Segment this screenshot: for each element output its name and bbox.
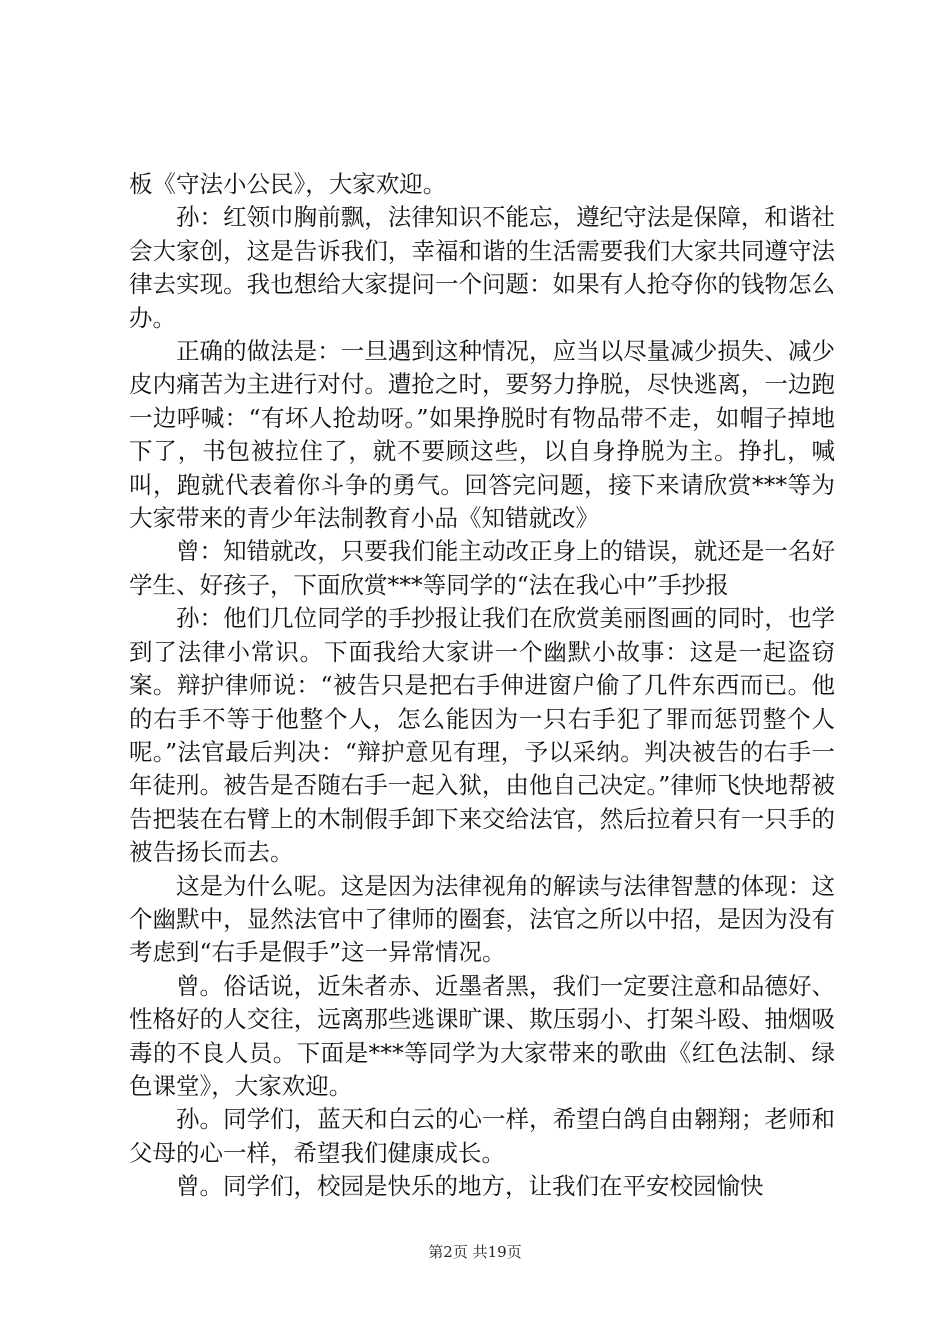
paragraph: 这是为什么呢。这是因为法律视角的解读与法律智慧的体现：这个幽默中，显然法官中了律师的圈套，法官之所以中招，是因为没有考虑到“右手是假手”这一异常情况。	[129, 871, 835, 967]
paragraph: 孙。同学们，蓝天和白云的心一样，希望白鸽自由翱翔；老师和父母的心一样，希望我们健康成长。	[129, 1105, 835, 1167]
paragraph: 正确的做法是：一旦遇到这种情况，应当以尽量减少损失、减少皮内痛苦为主进行对付。遭抢之时，要努力挣脱，尽快逃离，一边跑一边呼喊：“有坏人抢劫呀。”如果挣脱时有物品带不走，如帽子掉地下了，书包被拉住了，就不要顾这些，以自身挣脱为主。挣扎，喊叫，跑就代表着你斗争的勇气。回答完问题，接下来请欣赏***等为大家带来的青少年法制教育小品《知错就改》	[129, 337, 835, 533]
paragraph: 曾。俗话说，近朱者赤、近墨者黑，我们一定要注意和品德好、性格好的人交往，远离那些逃课旷课、欺压弱小、打架斗殴、抽烟吸毒的不良人员。下面是***等同学为大家带来的歌曲《红色法制、绿色课堂》，大家欢迎。	[129, 971, 835, 1100]
paragraph: 曾：知错就改，只要我们能主动改正身上的错误，就还是一名好学生、好孩子，下面欣赏***等同学的“法在我心中”手抄报	[129, 537, 835, 599]
document-body	[129, 168, 835, 1204]
page-number-footer: 第2页 共19页	[428, 1243, 522, 1261]
paragraph: 孙：红领巾胸前飘，法律知识不能忘，遵纪守法是保障，和谐社会大家创，这是告诉我们，幸福和谐的生活需要我们大家共同遵守法律去实现。我也想给大家提问一个问题：如果有人抢夺你的钱物怎么办。	[129, 203, 835, 332]
paragraph: 板《守法小公民》，大家欢迎。	[129, 170, 447, 198]
paragraph: 孙：他们几位同学的手抄报让我们在欣赏美丽图画的同时，也学到了法律小常识。下面我给大家讲一个幽默小故事：这是一起盗窃案。辩护律师说：“被告只是把右手伸进窗户偷了几件东西而已。他的右手不等于他整个人，怎么能因为一只右手犯了罪而惩罚整个人呢。”法官最后判决：“辩护意见有理，予以采纳。判决被告的右手一年徒刑。被告是否随右手一起入狱，由他自己决定。”律师飞快地帮被告把装在右臂上的木制假手卸下来交给法官，然后拉着只有一只手的被告扬长而去。	[129, 604, 835, 867]
paragraph: 曾。同学们，校园是快乐的地方，让我们在平安校园愉快	[176, 1172, 764, 1201]
